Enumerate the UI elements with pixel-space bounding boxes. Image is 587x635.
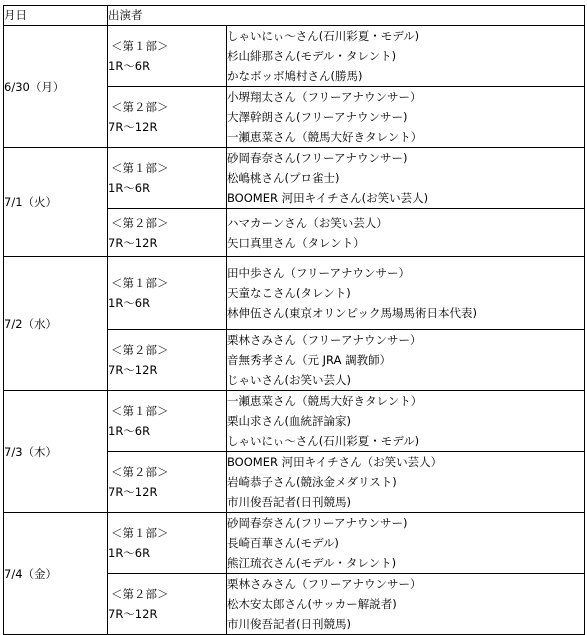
session-cell xyxy=(108,148,227,209)
header-performers: 出演者 xyxy=(108,6,585,26)
date-cell: 7/4（金） xyxy=(4,513,108,635)
session-row xyxy=(4,513,585,574)
session-cell xyxy=(108,452,227,513)
session-part-label: ＜第１部＞ xyxy=(111,404,169,418)
performer-name: 音無秀孝さん（元 JRA 調教師） xyxy=(227,353,392,367)
session-races-label: 7R～12R xyxy=(108,607,158,621)
performer-name: 松木安太郎さん(サッカー解説者) xyxy=(227,597,397,611)
performers-cell xyxy=(227,513,585,574)
session-part-label: ＜第２部＞ xyxy=(111,587,169,601)
session-cell xyxy=(108,87,227,148)
header-row xyxy=(4,6,585,26)
performers-cell xyxy=(227,330,585,391)
session-cell xyxy=(108,26,227,87)
performers-cell xyxy=(227,209,585,257)
performer-name: 砂岡春奈さん(フリーアナウンサー) xyxy=(227,151,408,165)
performer-name: 長崎百華さん(モデル) xyxy=(227,536,339,550)
performer-name: 大澤幹朗さん(フリーアナウンサー) xyxy=(227,110,408,124)
session-row xyxy=(4,257,585,330)
performers-cell xyxy=(227,452,585,513)
performer-name: 砂岡春奈さん(フリーアナウンサー) xyxy=(227,516,408,530)
performer-name: 松嶋桃さん(プロ雀士) xyxy=(227,171,340,185)
session-races-label: 1R～6R xyxy=(108,546,151,560)
date-cell: 6/30（月） xyxy=(4,26,108,148)
performers-cell xyxy=(227,574,585,635)
schedule-table xyxy=(3,5,585,635)
session-cell xyxy=(108,257,227,330)
performer-name: 市川俊吾記者(日刊競馬) xyxy=(227,495,351,509)
performer-name: 栗林さみさん（フリーアナウンサー） xyxy=(227,577,422,591)
session-races-label: 7R～12R xyxy=(108,485,158,499)
performer-name: しゃいにぃ～さん(石川彩夏・モデル) xyxy=(227,434,420,448)
session-cell xyxy=(108,330,227,391)
session-cell xyxy=(108,209,227,257)
session-part-label: ＜第１部＞ xyxy=(111,276,169,290)
date-cell: 7/3（木） xyxy=(4,391,108,513)
performer-name: 杉山緋那さん(モデル・タレント) xyxy=(227,49,397,63)
performer-name: BOOMER 河田キイチさん(お笑い芸人) xyxy=(227,191,429,205)
schedule-body xyxy=(4,26,585,635)
session-part-label: ＜第２部＞ xyxy=(111,215,169,230)
performer-name: 栗林さみさん（フリーアナウンサー） xyxy=(227,333,422,347)
performers-cell xyxy=(227,391,585,452)
performers-cell xyxy=(227,257,585,330)
session-races-label: 1R～6R xyxy=(108,59,151,73)
performers-cell xyxy=(227,87,585,148)
session-part-label: ＜第２部＞ xyxy=(111,100,169,114)
session-row xyxy=(4,391,585,452)
performers-cell xyxy=(227,148,585,209)
performer-name: 天童なこさん(タレント) xyxy=(227,286,351,300)
performer-name: しゃいにぃ～さん(石川彩夏・モデル) xyxy=(227,29,420,43)
performers-cell xyxy=(227,26,585,87)
performer-name: BOOMER 河田キイチさん（お笑い芸人） xyxy=(227,455,443,469)
session-races-label: 1R～6R xyxy=(108,424,151,438)
session-cell xyxy=(108,513,227,574)
performer-name: 岩崎恭子さん(競泳金メダリスト) xyxy=(227,475,397,489)
performer-name: 熊江琉衣さん(モデル・タレント) xyxy=(227,556,397,570)
performer-name: ハマカーンさん（お笑い芸人） xyxy=(227,215,388,230)
performer-name: 市川俊吾記者(日刊競馬) xyxy=(227,617,351,631)
date-cell: 7/2（水） xyxy=(4,257,108,391)
session-races-label: 1R～6R xyxy=(108,181,151,195)
session-cell xyxy=(108,574,227,635)
session-part-label: ＜第１部＞ xyxy=(111,39,169,53)
session-part-label: ＜第２部＞ xyxy=(111,465,169,479)
performer-name: かなボッボ鳩村さん(勝馬) xyxy=(227,69,363,83)
performer-name: 田中歩さん（フリーアナウンサー） xyxy=(227,266,410,280)
performer-name: 矢口真里さん（タレント） xyxy=(227,235,365,250)
session-races-label: 1R～6R xyxy=(108,296,151,310)
header-date: 月日 xyxy=(4,6,108,26)
session-races-label: 7R～12R xyxy=(108,235,158,250)
session-row xyxy=(4,26,585,87)
session-races-label: 7R～12R xyxy=(108,120,158,134)
date-cell: 7/1（火） xyxy=(4,148,108,257)
performer-name: 栗山求さん(血統評論家) xyxy=(227,414,351,428)
performer-name: 一瀬恵菜さん（競馬大好きタレント） xyxy=(227,394,423,408)
performer-name: 林伸伍さん(東京オリンピック馬場馬術日本代表) xyxy=(227,306,478,320)
session-part-label: ＜第２部＞ xyxy=(111,343,169,357)
session-part-label: ＜第１部＞ xyxy=(111,526,169,540)
session-part-label: ＜第１部＞ xyxy=(111,161,169,175)
performer-name: 小堺翔太さん（フリーアナウンサー） xyxy=(227,90,422,104)
session-cell xyxy=(108,391,227,452)
performer-name: じゃいさん(お笑い芸人) xyxy=(227,373,351,387)
session-races-label: 7R～12R xyxy=(108,363,158,377)
session-row xyxy=(4,148,585,209)
performer-name: 一瀬恵菜さん（競馬大好きタレント） xyxy=(227,130,423,144)
